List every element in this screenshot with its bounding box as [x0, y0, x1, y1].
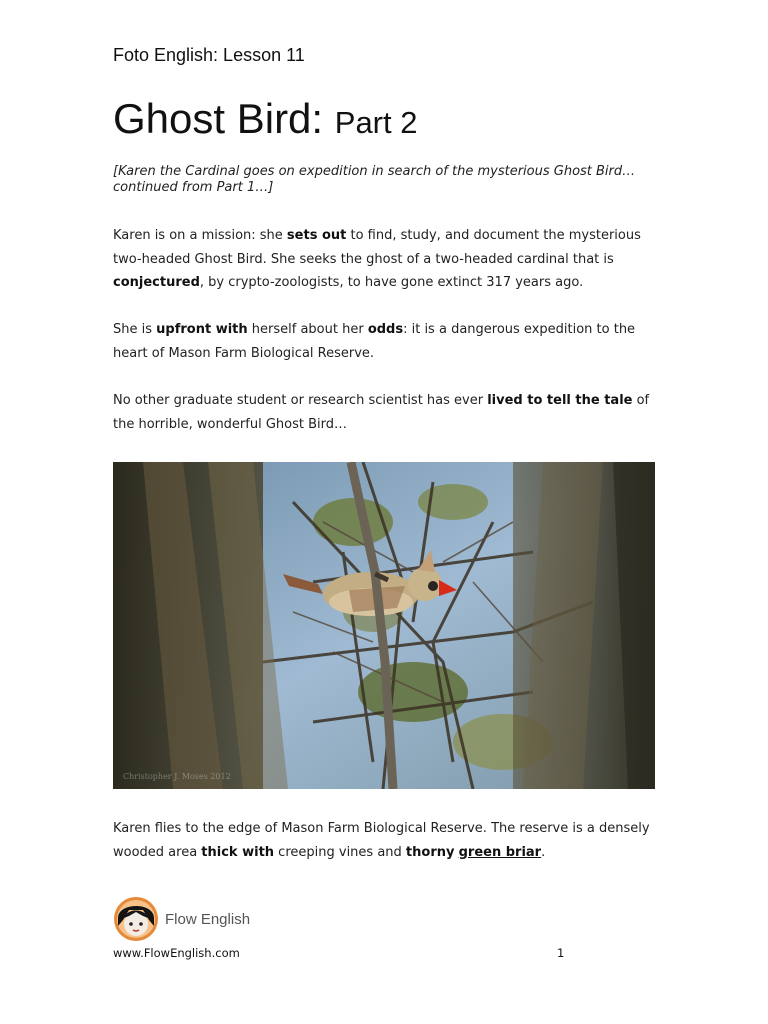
text-run: : it is a dangerous expedition to the heart of Mason Farm Biological Reserve. — [113, 322, 636, 361]
vocab-term: upfront with — [156, 322, 248, 337]
page-title — [113, 94, 417, 148]
text-run: . — [541, 844, 546, 860]
website-link[interactable]: www.FlowEnglish.com — [113, 946, 240, 960]
paragraph-4 — [113, 817, 668, 864]
logo-text: Flow English — [165, 910, 251, 928]
paragraph-2 — [113, 318, 668, 365]
title-part: Part 2 — [334, 105, 418, 140]
text-run: No other graduate student or research scientist has ever — [113, 393, 488, 408]
paragraph-1 — [113, 224, 668, 295]
text-run: creeping vines and — [274, 844, 406, 860]
vocab-term: sets out — [286, 228, 347, 243]
vocab-link[interactable]: green briar — [458, 844, 542, 860]
photo-illustration — [113, 462, 655, 789]
paragraph-3 — [113, 389, 668, 436]
flow-english-logo — [113, 896, 250, 942]
vocab-term: thick with — [201, 844, 275, 860]
logo-face-icon — [113, 896, 159, 942]
text-run: herself about her — [247, 322, 368, 337]
vocab-term: thorny — [405, 844, 455, 860]
vocab-term: lived to tell the tale — [487, 393, 633, 408]
text-run: of the horrible, wonderful Ghost Bird… — [113, 393, 650, 432]
vocab-term: conjectured — [113, 275, 200, 290]
photo-credit: Christopher J. Moses 2012 — [123, 772, 231, 781]
text-run: , by crypto-zoologists, to have gone extinct 317 years ago. — [199, 275, 584, 290]
intro-text: [Karen the Cardinal goes on expedition in search of the mysterious Ghost Bird… continued from Part 1…] — [113, 164, 636, 195]
cardinal-photo — [113, 462, 655, 789]
text-run: Karen flies to the edge of Mason Farm Biological Reserve. The reserve is a densely wooded area — [113, 821, 650, 860]
lesson-header: Foto English: Lesson 11 — [113, 45, 305, 65]
text-run: to find, study, and document the mysterious two-headed Ghost Bird. She seeks the ghost of a two-headed cardinal that is — [113, 228, 641, 267]
page-number: 1 — [557, 946, 565, 960]
vocab-term: odds — [367, 322, 404, 337]
title-main: Ghost Bird: — [113, 95, 335, 142]
text-run: She is — [113, 322, 157, 337]
text-run: Karen is on a mission: she — [113, 228, 287, 243]
